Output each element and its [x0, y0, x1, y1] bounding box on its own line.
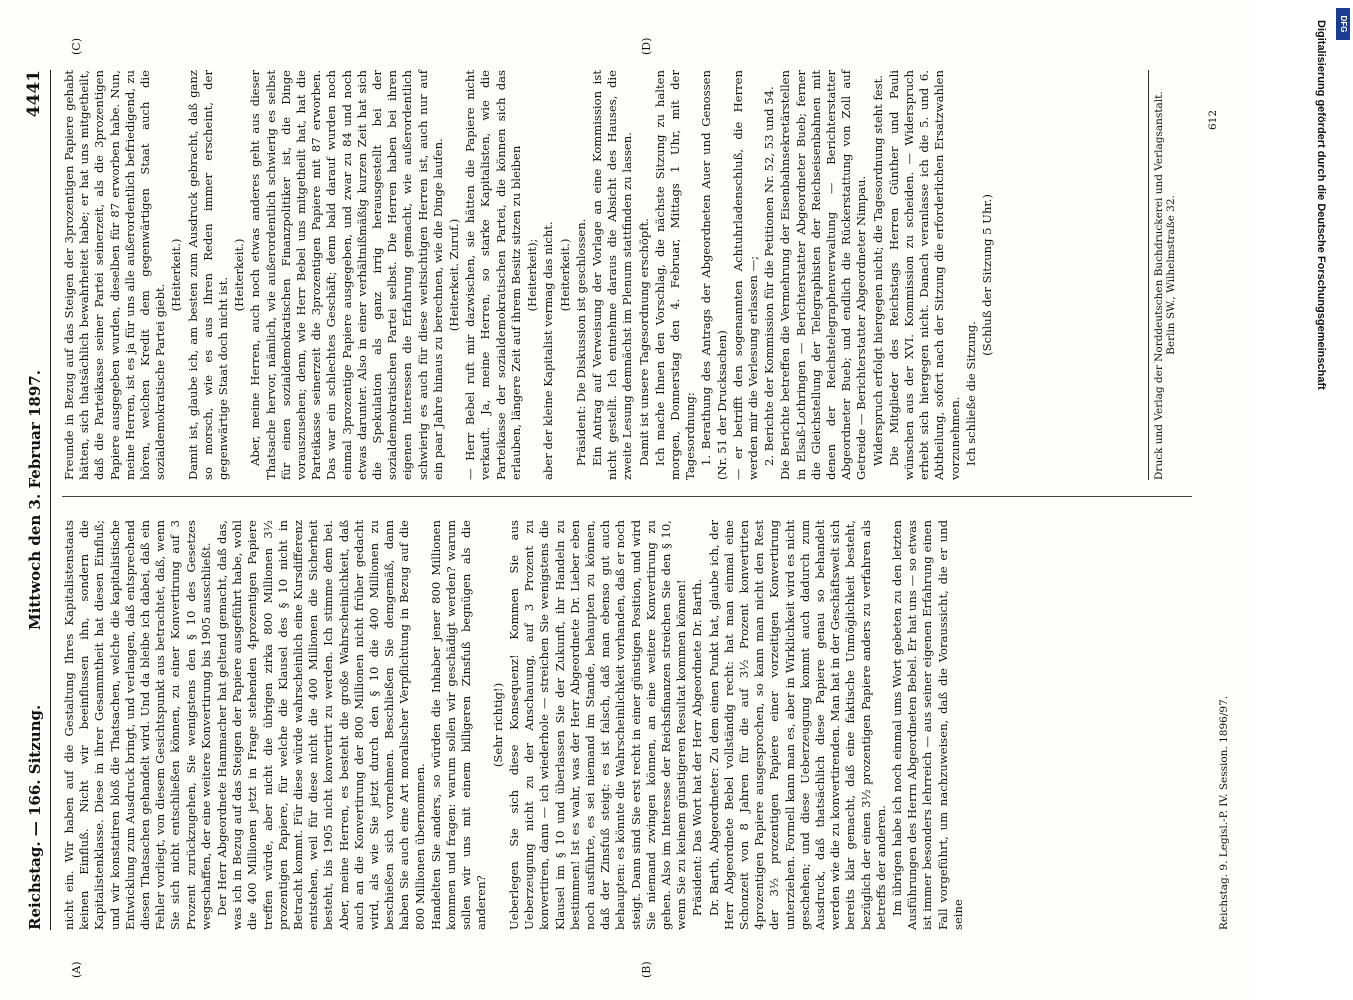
paragraph: Damit ist, glaube ich, am besten zum Ausdruck gebracht, daß ganz so morsch, wie es aus Ihren Reden immer erscheint, der gegenwärtige Staat doch nicht ist.	[185, 70, 231, 480]
paragraph: (Heiterkeit.)	[232, 238, 247, 312]
paragraph: (Heiterkeit);	[525, 238, 540, 312]
paragraph: nicht ein. Wir haben auf die Gestaltung Ihres Kapitalistenstaats keinen Einfluß. Nicht wir beeinflussen ihn, sondern die Kapitalistenklasse. Diese in ihrer Gesammtheit hat diesen Einfluß; und wir konstatiren bloß die Thatsachen, welche die kapitalistische Entwicklung zum Ausdruck bringt, und verlangen, daß entsprechend diesen Thatsachen gehandelt wird. Und da bleibe ich dabei, daß ein Fehler vorliegt, von diesem Gesichtspunkt aus betrachtet, daß, wenn Sie sich nicht entschließen können, zu einer Konvertirung auf 3 Prozent zurückzugehen, Sie wenigstens den § 10 des Gesetzes wegschaffen, der eine weitere Konvertirung bis 1905 ausschließt.	[62, 520, 213, 930]
paragraph: (Sehr richtig!)	[490, 682, 505, 768]
left-column	[62, 520, 967, 930]
marker-c: (C)	[70, 38, 83, 55]
column-divider	[62, 496, 1192, 497]
paragraph: Im übrigen habe ich noch einmal ums Wort gebeten zu den letzten Ausführungen des Herrn Abgeordneten Bebel. Er hat uns — so etwas ist immer besonders lehrreich — aus seiner eigenen Erfahrung einen Fall vorgeführt, um nachzuweisen, daß die Voraussicht, die er und seine	[889, 520, 965, 930]
paragraph: Aber, meine Herren, auch noch etwas anderes geht aus dieser Thatsache hervor, nämlich, wie außerordentlich schwierig es selbst für einen sozialdemokratischen Finanzpolitiker ist, die Dinge vorauszusehen; denn, wie Herr Bebel uns mitgetheilt hat, hat die Parteikasse seinerzeit die 3prozentigen Papiere mit 87 erworben. Das war ein schlechtes Geschäft; denn bald darauf wurden noch einmal 3prozentige Papiere ausgegeben, und zwar zu 84 und noch etwas darunter. Also in einer verhältnißmäßig kurzen Zeit hat sich die Spekulation als ganz irrig herausgestellt bei der sozialdemokratischen Partei selbst. Die Herren haben bei ihren eigenen Interessen die Erfahrung gemacht, wie außerordentlich schwierig es auch für diese weitsichtigen Herren ist, auch nur auf ein paar Jahre hinaus zu berechnen, wie die Dinge laufen.	[248, 70, 445, 480]
paragraph: 2. Berichte der Kommission für die Petitionen Nr. 52, 53 und 54.	[762, 86, 777, 466]
paragraph: Präsident: Das Wort hat der Herr Abgeordnete Dr. Barth.	[690, 579, 705, 916]
paragraph: Präsident: Die Diskussion ist geschlossen.	[573, 218, 588, 466]
paragraph: Dr. Barth, Abgeordneter: Zu dem einen Punkt hat, glaube ich, der Herr Abgeordnete Bebel vollständig recht: hat man einmal eine Schonzeit von 8 Jahren für die auf 3½ Prozent konvertirten 4prozentigen Papiere ausgesprochen, so kann man nicht den Rest der 3½ prozentigen Papiere einer vorzeitigen Konvertirung unterziehen. Formell kann man es, aber in Wirklichkeit wird es nicht geschehen; und diese Ueberzeugung kommt auch dadurch zum Ausdruck, daß thatsächlich diese Papiere genau so behandelt werden wie die zu konvertirenden. Man hat in der Geschäftswelt sich bereits klar gemacht, daß eine faktische Unmöglichkeit besteht, bezüglich der einen 3½ prozentigen Papiere anders zu verfahren als betreffs der anderen.	[706, 520, 888, 930]
page-header	[20, 70, 51, 930]
paragraph: Die Mitglieder des Reichstags Herren Günther und Pauli wünschen aus der XVI. Kommission zu scheiden. — Widerspruch erhebt sich hiergegen nicht. Danach veranlasse ich die 5. und 6. Abtheilung, sofort nach der Sitzung die erforderlichen Ersatzwahlen vorzunehmen.	[886, 70, 962, 480]
footer-imprint	[1148, 70, 1219, 480]
paragraph: Die Berichte betreffen die Vermehrung der Eisenbahnsekretärstellen in Elsaß-Lothringen — Berichterstatter Abgeordneter Bueb; ferner die Gleichstellung der Telegraphisten der Reichseisenbahnen mit denen der Reichstelegraphenverwaltung — Berichterstatter Abgeordneter Bueb; und endlich die Rückerstattung von Zoll auf Getreide — Berichterstatter Abgeordneter Nimpau.	[778, 70, 869, 480]
paragraph: (Heiterkeit.)	[169, 238, 184, 312]
paragraph: — er betrifft den sogenannten Achtuhrladenschluß, die Herren werden mir die Verlesung erlassen —;	[730, 70, 760, 480]
marker-b: (B)	[640, 961, 653, 978]
dfg-logo	[1336, 8, 1350, 40]
right-column	[62, 70, 996, 480]
paragraph: (Heiterkeit.)	[557, 238, 572, 312]
imprint-line-1: Druck und Verlag der Norddeutschen Buchdruckerei und Verlagsanstalt.	[1153, 91, 1165, 480]
paragraph: Ueberlegen Sie sich diese Konsequenz! Kommen Sie aus Ueberzeugung nicht zu der Anschauung, auf 3 Prozent zu konvertiren, dann — ich wiederhole — streichen Sie wenigstens die Klausel im § 10 und überlassen Sie der Zukunft, ihr Handeln zu bestimmen! Ist es wahr, was der Herr Abgeordnete Dr. Lieber eben noch ausführte, es sei niemand im Stande, behaupten zu können, daß der Zinsfuß steigt: es ist falsch, daß man ebenso gut auch behaupten: es könnte die Wahrscheinlichkeit vorhanden, daß er noch steigt. Dann sind Sie erst recht in einer günstigen Position, und wird Sie niemand zwingen können, an eine weitere Konvertirung zu gehen. Also im Interesse der Reichsfinanzen streichen Sie den § 10, wenn Sie zu keinem günstigeren Resultat kommen können!	[506, 520, 689, 930]
header-left: Reichstag. — 166. Sitzung.	[26, 704, 44, 930]
page-code: 612	[1207, 110, 1219, 131]
digitization-credit	[1310, 20, 1332, 980]
paragraph: — Herr Bebel ruft mir dazwischen, sie hätten die Papiere nicht verkauft. Ja, meine Herren, so starke Kapitalisten, wie die Parteikasse der sozialdemokratischen Partei, die können sich das erlauben, längere Zeit auf ihrem Besitz sitzen zu bleiben	[463, 70, 523, 480]
credit-text: Digitalisierung gefördert durch die Deutsche Forschungsgemeinschaft	[1315, 20, 1327, 390]
paragraph: 1. Berathung des Antrags der Abgeordneten Auer und Genossen (Nr. 51 der Drucksachen)	[699, 70, 729, 480]
page-number: 4441	[24, 70, 44, 118]
paragraph: Handelten Sie anders, so würden die Inhaber jener 800 Millionen kommen und fragen: warum sollen wir geschädigt werden? warum sollen wir uns mit einem billigeren Zinsfuß begnügen als die anderen?	[428, 520, 489, 930]
dfg-logo-text: DFG	[1339, 15, 1348, 33]
paragraph: Ich mache Ihnen den Vorschlag, die nächste Sitzung zu halten morgen, Donnerstag den 4. Februar, Mittags 1 Uhr, mit der Tagesordnung:	[652, 70, 698, 480]
imprint-line-2: Berlin SW., Wilhelmstraße 32.	[1165, 195, 1177, 355]
paragraph: (Schluß der Sitzung 5 Uhr.)	[979, 194, 994, 356]
marker-a: (A)	[70, 961, 83, 978]
paragraph: Freunde in Bezug auf das Steigen der 3prozentigen Papiere gehabt hätten, sich thatsächlich bewahrheitet habe; er hat uns mitgetheilt, daß die Parteikasse seiner Partei seinerzeit, als die 3prozentigen Papiere ausgegeben wurden, dieselben für 87 erworben habe. Nun, meine Herren, ist es ja für uns alle außerordentlich befriedigend, zu hören, welchen Kredit dem gegenwärtigen Staat auch die sozialdemokratische Partei giebt.	[62, 70, 168, 480]
paragraph: (Heiterkeit. Zuruf.)	[447, 218, 462, 332]
paragraph: Ich schließe die Sitzung.	[963, 321, 978, 466]
paragraph: Widerspruch erfolgt hiergegen nicht; die Tagesordnung steht fest.	[870, 75, 885, 466]
paragraph: aber der kleine Kapitalist vermag das nicht.	[541, 221, 556, 480]
marker-d: (D)	[640, 37, 653, 55]
paragraph: Der Herr Abgeordnete Hammacher hat geltend gemacht, daß das, was ich in Bezug auf das Steigen der Papiere ausgeführt habe, wohl die 400 Millionen jetzt in Frage stehenden 4prozentigen Papiere treffen würde, aber nicht die übrigen zirka 800 Millionen 3½ prozentigen Papiere, für welche die Klausel des § 10 nicht in Betracht kommt. Für diese würde wahrscheinlich eine Kursdifferenz entstehen, weil für diese nicht die 400 Millionen die Sicherheit besteht, bis 1905 nicht konvertirt zu werden. Ich stimme dem bei. Aber, meine Herren, es besteht die große Wahrscheinlichkeit, daß auch an die Konvertirung der 800 Millionen nicht früher gedacht wird, als wie Sie jetzt durch den § 10 die 400 Millionen zu beschießen sich vornehmen. Beschließen Sie demgemäß, dann haben Sie auch eine Art moralischer Verpflichtung in Bezug auf die 800 Millionen übernommen.	[215, 520, 427, 930]
paragraph: Ein Antrag auf Verweisung der Vorlage an eine Kommission ist nicht gestellt. Ich entnehme daraus die Absicht des Hauses, die zweite Lesung demnächst im Plenum stattfinden zu lassen.	[589, 70, 635, 480]
header-date: Mittwoch den 3. Februar 1897.	[26, 370, 44, 630]
footer-session: Reichstag. 9. Legisl.-P. IV. Session. 1896/97.	[1218, 695, 1230, 930]
paragraph: Damit ist unsere Tagesordnung erschöpft.	[636, 218, 651, 466]
